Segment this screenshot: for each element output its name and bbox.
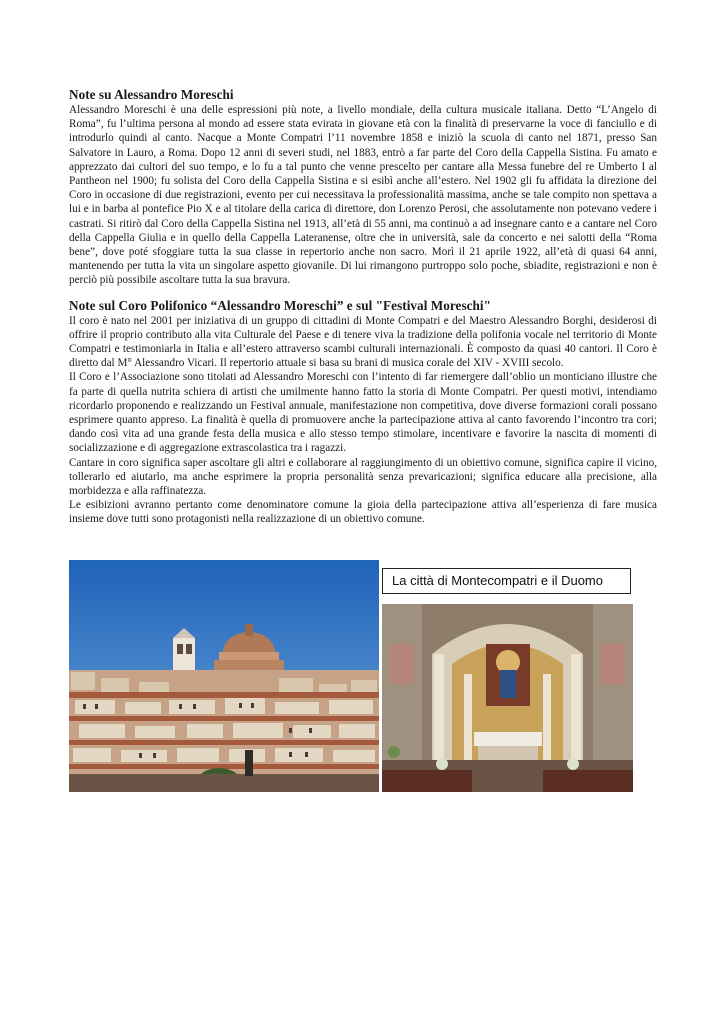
section-title-coro: Note sul Coro Polifonico “Alessandro Moreschi” e sul "Festival Moreschi": [69, 297, 492, 313]
town-photo: [69, 560, 379, 792]
photo-section: [69, 560, 633, 792]
paragraph-coro-festival: Il Coro e l’Associazione sono titolati ad Alessandro Moreschi con l’intento di far riemergere dall’oblio un monticiano illustre che fa parte di quella nutrita schiera di artisti che umilmente hanno fatto la storia di Monte Compatri. Per questi motivi, intendiamo ricordarlo proponendo e realizzando un Festival annuale, manifestazione non competitiva, dove diverse formazioni corali possano esprimere quanto appreso. La finalità è quella di promuovere anche la partecipazione attiva al canto favorendo l’incontro tra cori; dando così vita ad una grande festa della musica e allo stesso tempo stimolare, incentivare e favorire la nascita di momenti di socializzazione e di aggregazione extrascolastica tra i ragazzi.: [69, 371, 657, 455]
section-title-moreschi: Note su Alessandro Moreschi: [69, 87, 234, 102]
duomo-interior-photo: [382, 604, 633, 792]
paragraph-moreschi-bio: Alessandro Moreschi è una delle espressioni più note, a livello mondiale, della cultura musicale italiana. Detto “L’Angelo di Roma”, fu l’ultima persona al mondo ad essere stata evirata in giovane età con la finalità di preservarne la voce di fanciullo e di introdurlo quindi al canto. Nacque a Monte Compatri l’11 novembre 1858 e iniziò la scuola di canto nel 1871, presso San Salvatore in Lauro, a Roma. Dopo 12 anni di severi studi, nel 1883, entrò a far parte del Coro della Cappella Sistina. Fu amato e apprezzato dai cultori del suo tempo, e lo fu a tal punto che venne prescelto per cantare alla Messa funebre del re Umberto I al Pantheon nel 1900; fu solista del Coro della Cappella Sistina e si esibì anche all’estero. Nel 1902 gli fu affidata la direzione del Coro in occasione di due registrazioni, evento per cui necessitava la professionalità massima, anche se tale compito non spettava a lui e in barba al pontefice Pio X e al titolare della carica di direttore, don Lorenzo Perosi, che assolutamente non potevano vedere i castrati. Si ritirò dal Coro della Cappella Sistina nel 1913, all’età di 55 anni, ma continuò a ad insegnare canto e a cantare nel Coro della Cappella Giulia e in quello della Cappella Lateranense, oltre che in università, sale da concerto e nei salotti della “Roma bene”, dove poté sfoggiare tutta la sua classe in repertorio anche non sacro. Morì il 21 aprile 1922, all’età di quasi 64 anni, mantenendo per tutta la vita un singolare aspetto giovanile. Di lui rimangono purtroppo solo poche, sbiadite, registrazioni e non è perciò più possibile ascoltare tutta la sua bravura.: [69, 104, 657, 287]
paragraph-coro-performances: Le esibizioni avranno pertanto come denominatore comune la gioia della partecipazione attiva all’esperienza di fare musica insieme dove tutti sono protagonisti nella realizzazione di un obiettivo comune.: [69, 499, 657, 526]
document-body: [69, 86, 657, 527]
photo-caption: La città di Montecompatri e il Duomo: [382, 568, 631, 594]
paragraph-coro-origin: Il coro è nato nel 2001 per iniziativa di un gruppo di cittadini di Monte Compatri e del Maestro Alessandro Borghi, desiderosi di offrire il proprio contributo alla vita Culturale del Paese e di tenere viva la tradizione della polifonia vocale nel territorio di Monte Compatri e testimoniarla in Italia e all’estero attraverso scambi culturali internazionali. È composto da quasi 40 cantori. Il Coro è diretto dal M° Alessandro Vicari. Il repertorio attuale si basa su brani di musica corale del XIV - XVIII secolo.: [69, 314, 657, 370]
paragraph-coro-meaning: Cantare in coro significa saper ascoltare gli altri e collaborare al raggiungimento di un obiettivo comune, significa capire il vicino, tollerarlo ed aiutarlo, ma anche esprimere la propria personalità senza prevaricazioni; significa educare alla precisione, alla morbidezza e alla raffinatezza.: [69, 456, 657, 498]
